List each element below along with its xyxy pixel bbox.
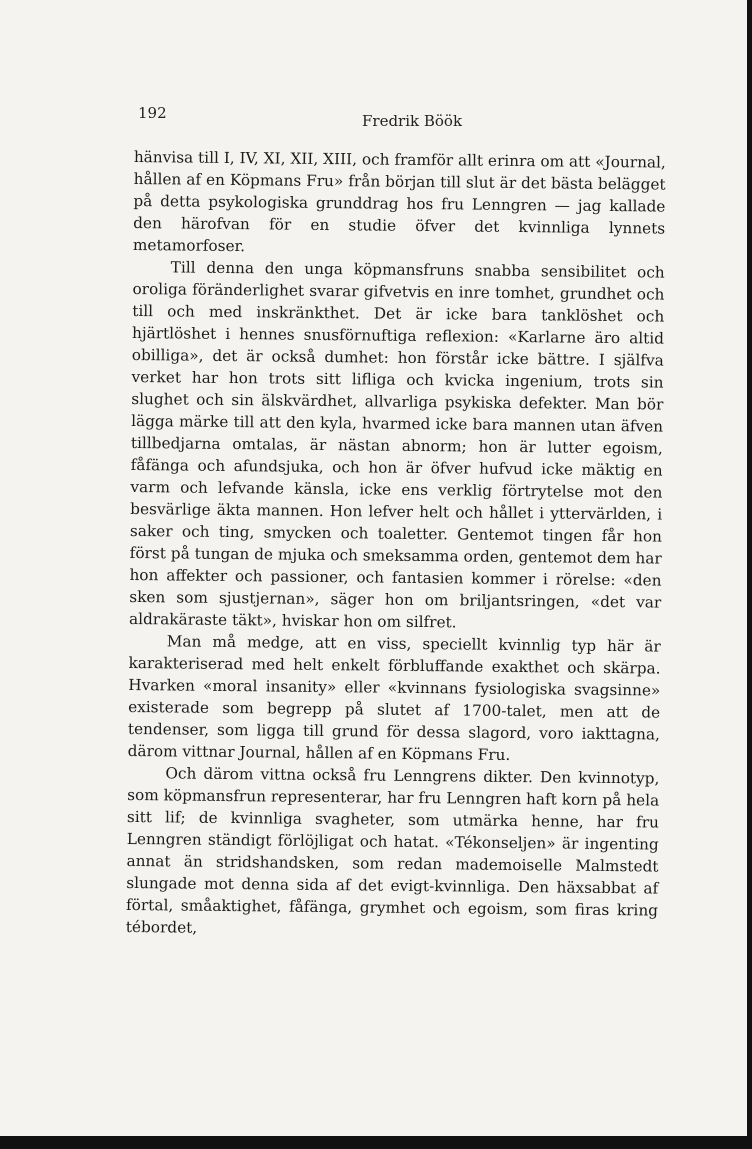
scan-edge-bottom xyxy=(0,1136,752,1149)
page-number: 192 xyxy=(138,104,167,122)
page-header xyxy=(138,104,668,130)
paragraph: Man må medge, att en viss, speciellt kvinnlig typ här är karakteriserad med helt enkelt förbluffande exakthet och skärpa. Hvarken «moral insanity» eller «kvinnans fysiologiska svagsinne» existerade som begrepp på slutet af 1700-talet, men att de tendenser, som ligga till grund för dessa slagord, voro iakttagna, därom vittnar Journal, hållen af en Köpmans Fru. xyxy=(127,632,661,764)
paragraph: Och därom vittna också fru Lenngrens dikter. Den kvinnotyp, som köpmansfrun representerar, har fru Lenngren haft korn på hela sitt lif; de kvinnliga svagheter, som utmärka henne, har fru Lenngren ständigt förlöjligat och hatat. «Tékonseljen» är ingenting annat än stridshandsken, som redan mademoiselle Malmstedt slungade mot denna sida af det evigt-kvinnliga. Den häxsabbat af förtal, småaktighet, fåfänga, grymhet och egoism, som firas kring tébordet, xyxy=(125,764,660,937)
body-text xyxy=(126,146,666,944)
running-title: Fredrik Böök xyxy=(362,112,463,130)
paragraph-continued: hänvisa till I, IV, XI, XII, XIII, och framför allt erinra om att «Journal, hållen af en Köpmans Fru» från början till slut är det bästa belägget på detta psykologiska grunddrag hos fru Lenngren — jag kallade den härofvan för en studie öfver det kvinnliga lynnets metamorfoser. xyxy=(132,147,666,256)
scan-edge-right xyxy=(747,0,752,1149)
paragraph: Till denna den unga köpmansfruns snabba sensibilitet och oroliga föränderlighet svarar gifvetvis en inre tomhet, grundhet och till och med inskränkthet. Det är icke bara tanklöshet och hjärtlöshet i hennes snusförnuftiga reflexion: «Karlarne äro altid obilliga», det är också dumhet: hon förstår icke bättre. I själfva verket har hon trots sitt lifliga och kvicka ingenium, trots sin slughet och sin älskvärdhet, allvarliga psykiska defekter. Man bör lägga märke till att den kyla, hvarmed icke bara mannen utan äfven tillbedjarna omtalas, är nästan abnorm; hon är lutter egoism, fåfänga och afundsjuka, och hon är öfver hufvud icke mäktig en varm och lefvande känsla, icke ens verklig förtrytelse mot den besvärlige äkta mannen. Hon lefver helt och hållet i yttervärlden, i saker och ting, smycken och toaletter. Gentemot tingen får hon först på tungan de mjuka och smeksamma orden, gentemot dem har hon affekter och passioner, och fantasien kommer i rörelse: «den sken som sjustjernan», säger hon om briljantsringen, «det var aldrakäraste täkt», hviskar hon om silfret. xyxy=(128,258,665,632)
